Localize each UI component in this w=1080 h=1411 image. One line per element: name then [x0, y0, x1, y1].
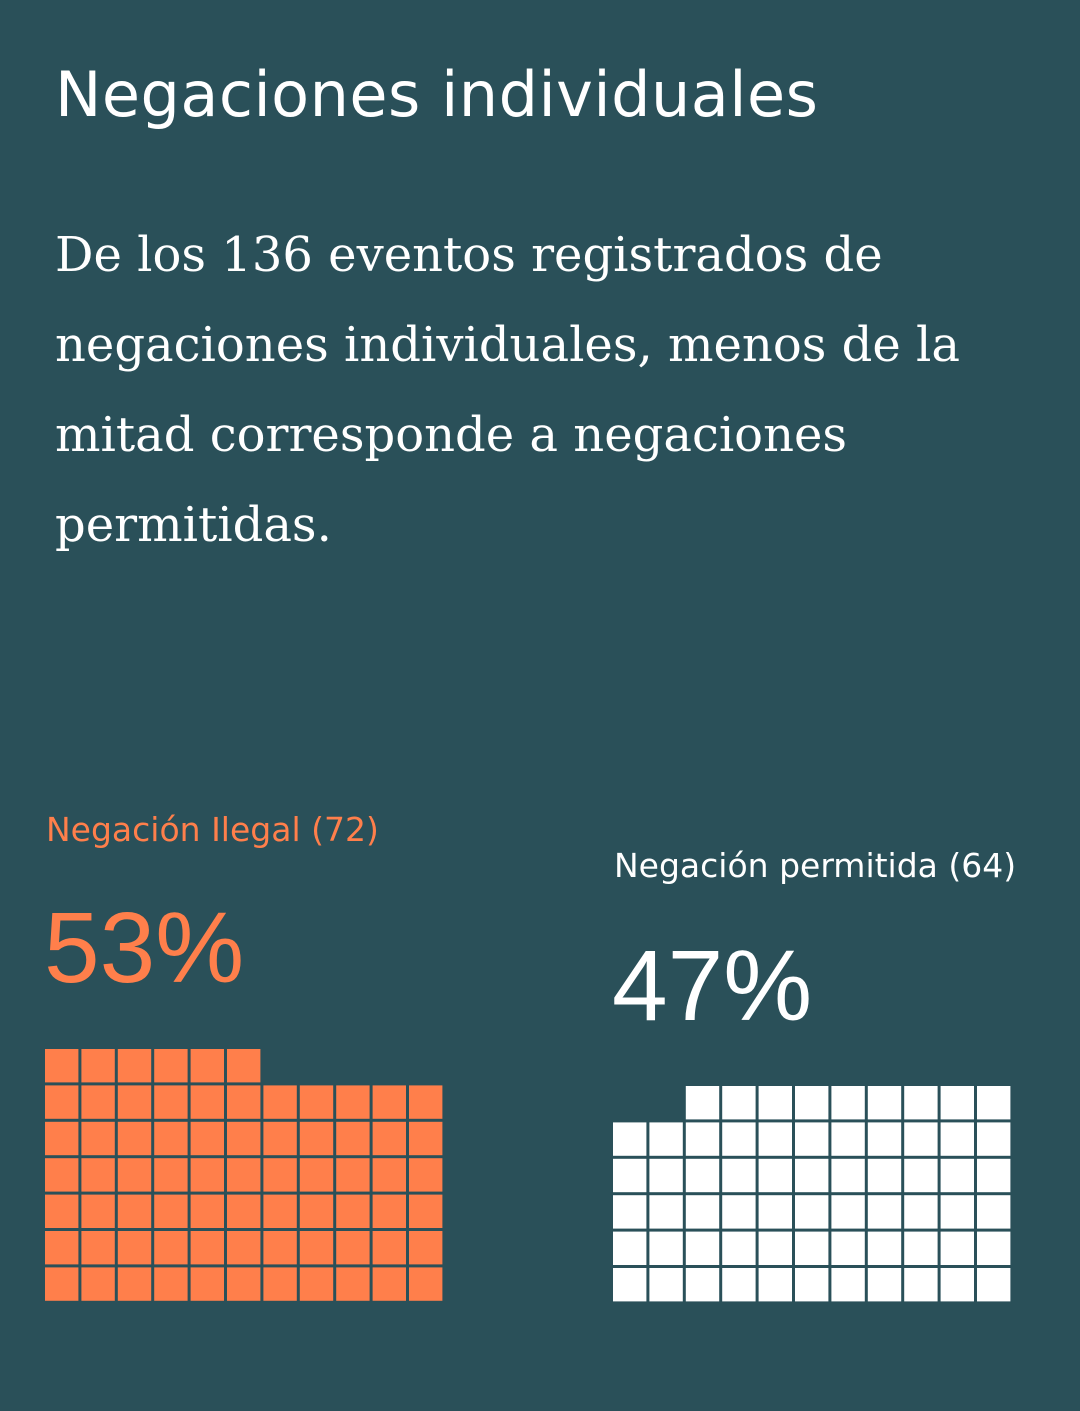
waffle-cell	[300, 1231, 333, 1264]
waffle-cell	[613, 1268, 646, 1301]
waffle-cell	[373, 1122, 406, 1155]
waffle-cell	[613, 1195, 646, 1228]
waffle-cell	[831, 1195, 864, 1228]
waffle-cell	[227, 1122, 260, 1155]
waffle-cell	[795, 1159, 828, 1192]
waffle-cell	[81, 1049, 114, 1082]
waffle-cell	[45, 1085, 78, 1118]
waffle-cell	[868, 1195, 901, 1228]
waffle-cell	[941, 1122, 974, 1155]
waffle-cell	[941, 1268, 974, 1301]
waffle-cell	[373, 1231, 406, 1264]
waffle-cell	[409, 1195, 442, 1228]
waffle-cell	[336, 1158, 369, 1191]
waffle-cell	[868, 1268, 901, 1301]
waffle-cell	[118, 1122, 151, 1155]
waffle-cell	[759, 1195, 792, 1228]
waffle-cell	[154, 1158, 187, 1191]
waffle-cell	[613, 1232, 646, 1265]
waffle-cell	[227, 1231, 260, 1264]
allowed-denial-waffle	[613, 1086, 1011, 1302]
waffle-cell	[868, 1086, 901, 1119]
waffle-cell	[81, 1085, 114, 1118]
waffle-cell	[977, 1195, 1010, 1228]
waffle-cell	[191, 1267, 224, 1300]
waffle-cell	[154, 1267, 187, 1300]
waffle-cell	[977, 1159, 1010, 1192]
waffle-cell	[300, 1158, 333, 1191]
waffle-cell	[336, 1122, 369, 1155]
waffle-cell	[904, 1122, 937, 1155]
waffle-cell	[191, 1049, 224, 1082]
waffle-cell	[373, 1085, 406, 1118]
waffle-cell	[831, 1122, 864, 1155]
waffle-cell	[227, 1158, 260, 1191]
waffle-cell	[409, 1267, 442, 1300]
waffle-cell	[868, 1122, 901, 1155]
waffle-cell	[373, 1158, 406, 1191]
waffle-cell	[81, 1231, 114, 1264]
waffle-cell	[227, 1195, 260, 1228]
waffle-cell	[613, 1159, 646, 1192]
waffle-cell	[868, 1159, 901, 1192]
waffle-cell	[868, 1232, 901, 1265]
waffle-cell	[191, 1195, 224, 1228]
waffle-cell	[118, 1158, 151, 1191]
waffle-cell	[904, 1195, 937, 1228]
waffle-cell	[613, 1122, 646, 1155]
waffle-cell	[722, 1122, 755, 1155]
waffle-cell	[373, 1195, 406, 1228]
waffle-cell	[649, 1232, 682, 1265]
waffle-cell	[300, 1122, 333, 1155]
waffle-cell	[263, 1195, 296, 1228]
waffle-cell	[191, 1231, 224, 1264]
waffle-cell	[154, 1049, 187, 1082]
waffle-cell	[759, 1122, 792, 1155]
waffle-cell	[409, 1231, 442, 1264]
waffle-cell	[795, 1122, 828, 1155]
allowed-denial-percent: 47%	[612, 930, 813, 1042]
waffle-cell	[649, 1195, 682, 1228]
waffle-cell	[795, 1195, 828, 1228]
waffle-cell	[686, 1195, 719, 1228]
waffle-cell	[263, 1158, 296, 1191]
waffle-cell	[941, 1159, 974, 1192]
illegal-denial-waffle	[45, 1049, 443, 1301]
waffle-cell	[649, 1159, 682, 1192]
waffle-cell	[81, 1267, 114, 1300]
illegal-denial-label: Negación Ilegal (72)	[46, 810, 379, 849]
waffle-cell	[118, 1231, 151, 1264]
waffle-cell	[409, 1122, 442, 1155]
waffle-cell	[227, 1049, 260, 1082]
waffle-cell	[336, 1085, 369, 1118]
waffle-cell	[154, 1085, 187, 1118]
waffle-cell	[45, 1158, 78, 1191]
waffle-cell	[45, 1231, 78, 1264]
waffle-cell	[686, 1232, 719, 1265]
waffle-cell	[722, 1268, 755, 1301]
waffle-cell	[904, 1232, 937, 1265]
waffle-cell	[118, 1049, 151, 1082]
waffle-cell	[409, 1158, 442, 1191]
waffle-cell	[336, 1195, 369, 1228]
allowed-denial-label: Negación permitida (64)	[614, 846, 1017, 885]
waffle-cell	[118, 1195, 151, 1228]
waffle-cell	[831, 1086, 864, 1119]
waffle-cell	[941, 1086, 974, 1119]
waffle-cell	[795, 1232, 828, 1265]
waffle-cell	[191, 1158, 224, 1191]
waffle-cell	[759, 1232, 792, 1265]
waffle-cell	[686, 1086, 719, 1119]
waffle-cell	[227, 1267, 260, 1300]
waffle-cell	[154, 1122, 187, 1155]
waffle-cell	[409, 1085, 442, 1118]
waffle-cell	[722, 1195, 755, 1228]
waffle-cell	[759, 1159, 792, 1192]
waffle-cell	[118, 1267, 151, 1300]
waffle-cell	[831, 1232, 864, 1265]
waffle-cell	[118, 1085, 151, 1118]
waffle-cell	[336, 1231, 369, 1264]
waffle-cell	[722, 1159, 755, 1192]
waffle-cell	[904, 1086, 937, 1119]
waffle-cell	[831, 1159, 864, 1192]
waffle-cell	[191, 1085, 224, 1118]
waffle-cell	[686, 1122, 719, 1155]
waffle-cell	[649, 1122, 682, 1155]
waffle-cell	[686, 1268, 719, 1301]
waffle-cell	[977, 1122, 1010, 1155]
illegal-denial-percent: 53%	[44, 892, 245, 1004]
waffle-cell	[941, 1232, 974, 1265]
waffle-cell	[831, 1268, 864, 1301]
waffle-cell	[81, 1158, 114, 1191]
waffle-cell	[977, 1086, 1010, 1119]
waffle-cell	[795, 1268, 828, 1301]
waffle-cell	[977, 1232, 1010, 1265]
waffle-cell	[45, 1049, 78, 1082]
waffle-cell	[904, 1268, 937, 1301]
waffle-cell	[81, 1122, 114, 1155]
waffle-cell	[300, 1267, 333, 1300]
waffle-cell	[45, 1267, 78, 1300]
waffle-cell	[722, 1086, 755, 1119]
waffle-cell	[977, 1268, 1010, 1301]
chart-description: De los 136 eventos registrados de negaciones individuales, menos de la mitad corresponde a negaciones permitidas.	[55, 227, 960, 553]
waffle-cell	[759, 1268, 792, 1301]
waffle-cell	[81, 1195, 114, 1228]
waffle-cell	[154, 1231, 187, 1264]
waffle-cell	[759, 1086, 792, 1119]
waffle-cell	[45, 1122, 78, 1155]
waffle-cell	[722, 1232, 755, 1265]
waffle-cell	[263, 1085, 296, 1118]
waffle-cell	[336, 1267, 369, 1300]
waffle-cell	[263, 1267, 296, 1300]
waffle-cell	[904, 1159, 937, 1192]
waffle-cell	[154, 1195, 187, 1228]
waffle-cell	[45, 1195, 78, 1228]
waffle-cell	[227, 1085, 260, 1118]
waffle-cell	[300, 1085, 333, 1118]
chart-title: Negaciones individuales	[55, 58, 819, 131]
waffle-cell	[263, 1122, 296, 1155]
waffle-cell	[300, 1195, 333, 1228]
waffle-cell	[941, 1195, 974, 1228]
waffle-cell	[795, 1086, 828, 1119]
waffle-cell	[373, 1267, 406, 1300]
waffle-cell	[191, 1122, 224, 1155]
waffle-cell	[649, 1268, 682, 1301]
waffle-cell	[686, 1159, 719, 1192]
waffle-cell	[263, 1231, 296, 1264]
